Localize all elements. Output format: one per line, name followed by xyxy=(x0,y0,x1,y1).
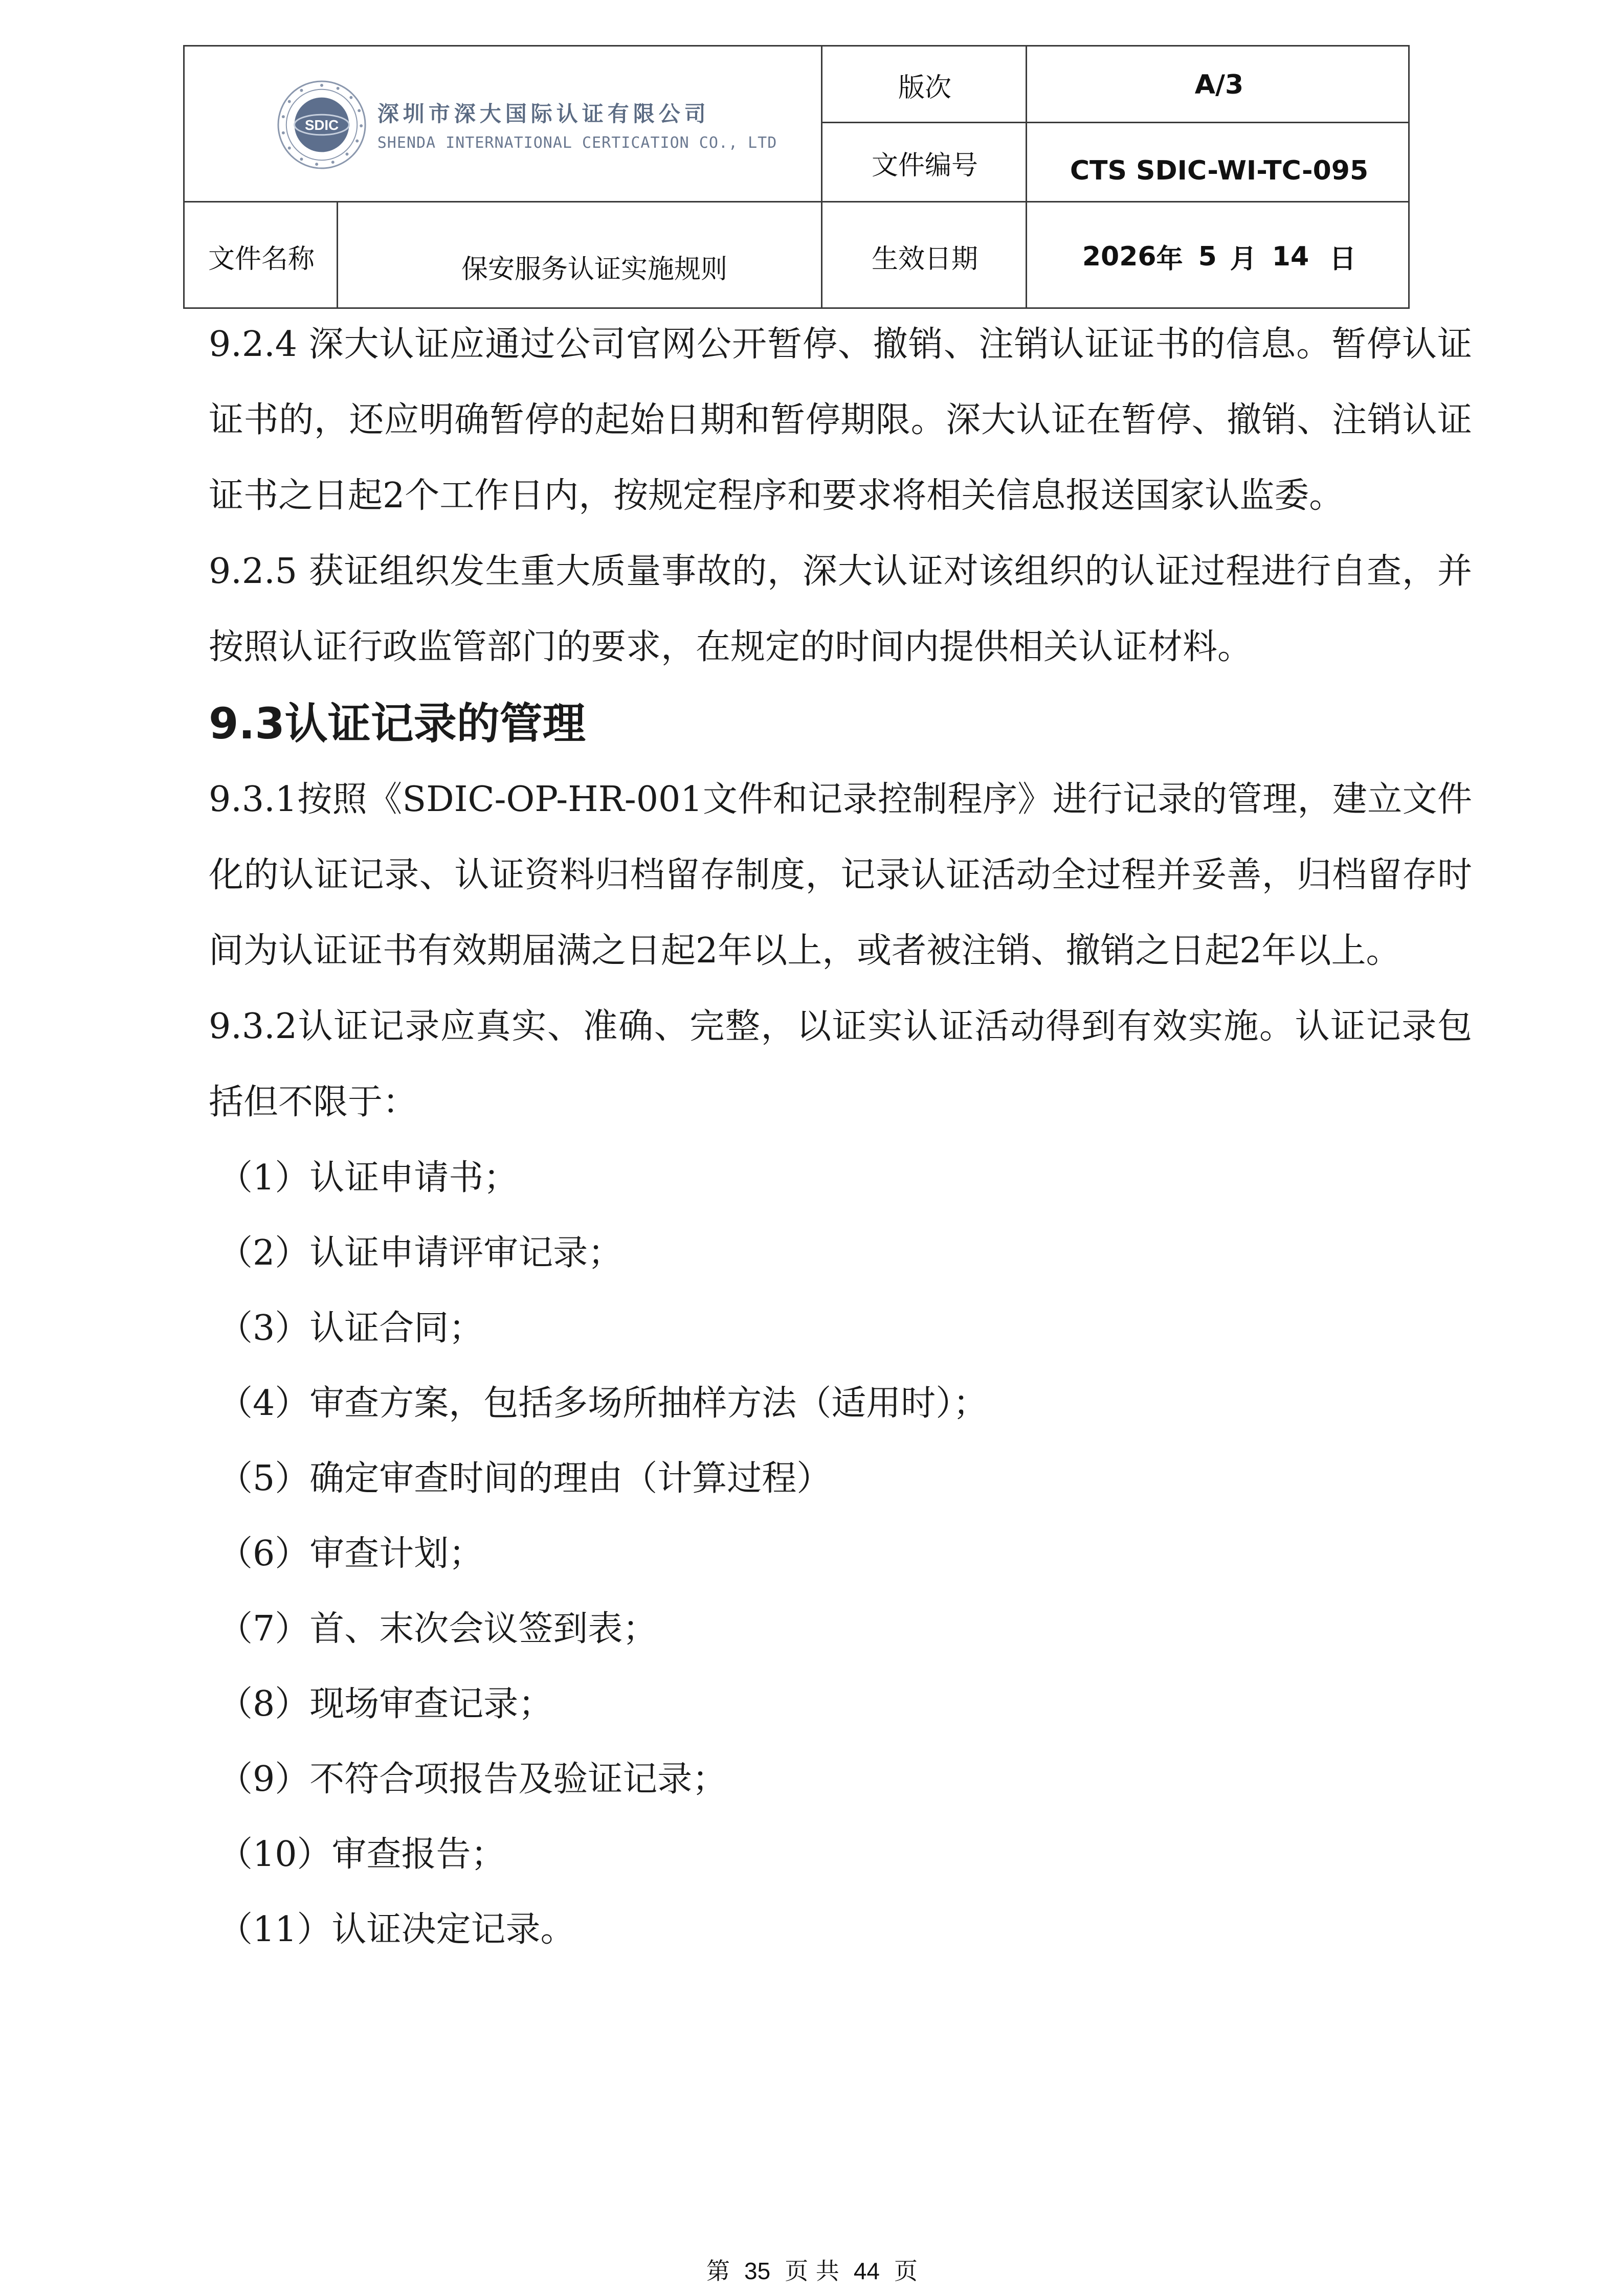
company-name-cn: 深圳市深大国际认证有限公司 xyxy=(377,101,710,126)
document-header-table xyxy=(183,45,1410,309)
effective-date-label: 生效日期 xyxy=(871,244,978,275)
svg-text:SDIC: SDIC xyxy=(304,117,339,133)
list-item: （4）审查方案，包括多场所抽样方法（适用时）； xyxy=(218,1383,988,1424)
paragraph-9-2-4: 9.2.4 深大认证应通过公司官网公开暂停、撤销、注销认证证书的信息。暂停认证证书的，还应明确暂停的起始日期和暂停期限。深大认证在暂停、撤销、注销认证证书之日起2个工作日内，按规定程序和要求将相关信息报送国家认监委。 xyxy=(209,324,1472,516)
document-body xyxy=(209,307,1472,1967)
paragraph-9-3-2: 9.3.2认证记录应真实、准确、完整，以证实认证活动得到有效实施。认证记录包括但不限于： xyxy=(209,1006,1472,1122)
effective-date-value xyxy=(1027,202,1411,310)
list-item: （11）认证决定记录。 xyxy=(218,1909,575,1950)
list-item: （2）认证申请评审记录； xyxy=(218,1233,623,1273)
date-day: 14 xyxy=(1272,241,1309,272)
list-item: （3）认证合同； xyxy=(218,1308,484,1348)
file-name-label: 文件名称 xyxy=(208,244,315,275)
page-prefix: 第 xyxy=(706,2257,730,2285)
doc-number-value: CTS SDIC-WI-TC-095 xyxy=(1070,155,1369,186)
page-mid: 页 共 xyxy=(785,2257,839,2285)
section-heading-9-3: 9.3认证记录的管理 xyxy=(209,699,586,749)
list-item: （1）认证申请书； xyxy=(218,1158,519,1198)
list-item: （5）确定审查时间的理由（计算过程） xyxy=(218,1458,832,1499)
doc-number-label: 文件编号 xyxy=(871,150,978,181)
page-current: 35 xyxy=(744,2258,771,2284)
date-year-unit: 年 xyxy=(1156,244,1183,275)
list-item: （8）现场审查记录； xyxy=(218,1684,553,1724)
list-item: （6）审查计划； xyxy=(218,1534,484,1574)
page-suffix: 页 xyxy=(894,2257,918,2285)
list-item: （10）审查报告； xyxy=(218,1834,506,1875)
page-footer xyxy=(0,2253,1624,2286)
date-day-unit: 日 xyxy=(1329,244,1356,275)
company-logo xyxy=(185,47,822,202)
date-year: 2026 xyxy=(1082,241,1156,272)
file-name-value: 保安服务认证实施规则 xyxy=(461,254,727,285)
date-month: 5 xyxy=(1198,241,1217,272)
paragraph-9-2-5: 9.2.5 获证组织发生重大质量事故的，深大认证对该组织的认证过程进行自查，并按照认证行政监管部门的要求，在规定的时间内提供相关认证材料。 xyxy=(209,551,1472,667)
list-item: （9）不符合项报告及验证记录； xyxy=(218,1759,727,1799)
version-value: A/3 xyxy=(1194,70,1244,100)
page-total: 44 xyxy=(853,2258,880,2284)
date-month-unit: 月 xyxy=(1230,244,1257,275)
sdic-seal-icon xyxy=(276,79,367,170)
company-name-en: SHENDA INTERNATIONAL CERTICATION CO., LTD xyxy=(377,134,777,152)
list-item: （7）首、末次会议签到表； xyxy=(218,1609,658,1649)
records-list xyxy=(209,1140,1472,1967)
paragraph-9-3-1: 9.3.1按照《SDIC-OP-HR-001文件和记录控制程序》进行记录的管理，建立文件化的认证记录、认证资料归档留存制度，记录认证活动全过程并妥善，归档留存时间为认证证书有效期届满之日起2年以上，或者被注销、撤销之日起2年以上。 xyxy=(209,779,1472,971)
version-label: 版次 xyxy=(898,72,951,103)
